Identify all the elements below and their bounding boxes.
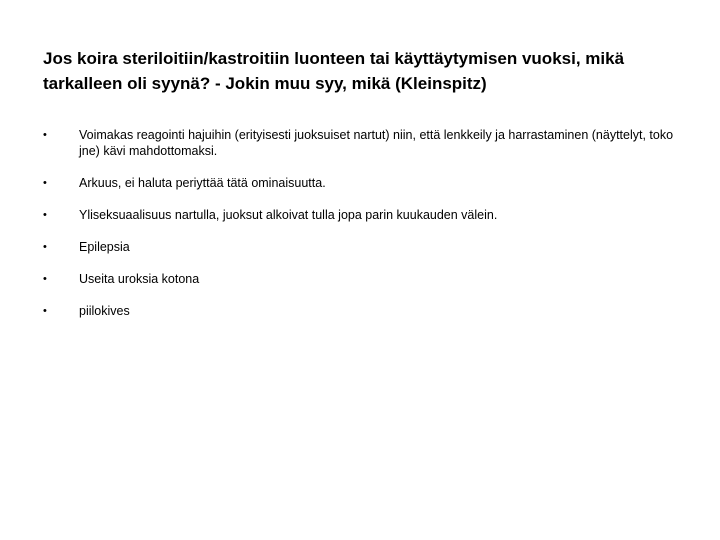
answer-text: Arkuus, ei haluta periyttää tätä ominaisuutta.	[79, 176, 326, 190]
answer-list	[43, 127, 693, 335]
bullet-icon: •	[43, 305, 47, 317]
answer-text: Yliseksuaalisuus nartulla, juoksut alkoivat tulla jopa parin kuukauden välein.	[79, 208, 498, 222]
answer-text: Voimakas reagointi hajuihin (erityisesti juoksuiset nartut) niin, että lenkkeily ja harrastaminen (näyttelyt, toko jne) kävi mahdottomaksi.	[79, 128, 674, 158]
bullet-icon: •	[43, 177, 47, 189]
answer-text: Epilepsia	[79, 240, 130, 254]
list-item	[43, 127, 693, 159]
list-item	[43, 239, 693, 255]
bullet-icon: •	[43, 209, 47, 221]
list-item	[43, 271, 693, 287]
slide-title: Jos koira steriloitiin/kastroitiin luonteen tai käyttäytymisen vuoksi, mikä tarkalleen oli syynä? - Jokin muu syy, mikä (Kleinspitz)	[43, 49, 625, 93]
list-item	[43, 303, 693, 319]
answer-text: piilokives	[79, 304, 130, 318]
list-item	[43, 207, 693, 223]
answer-text: Useita uroksia kotona	[79, 272, 200, 286]
bullet-icon: •	[43, 273, 47, 285]
bullet-icon: •	[43, 129, 47, 141]
list-item	[43, 175, 693, 191]
bullet-icon: •	[43, 241, 47, 253]
